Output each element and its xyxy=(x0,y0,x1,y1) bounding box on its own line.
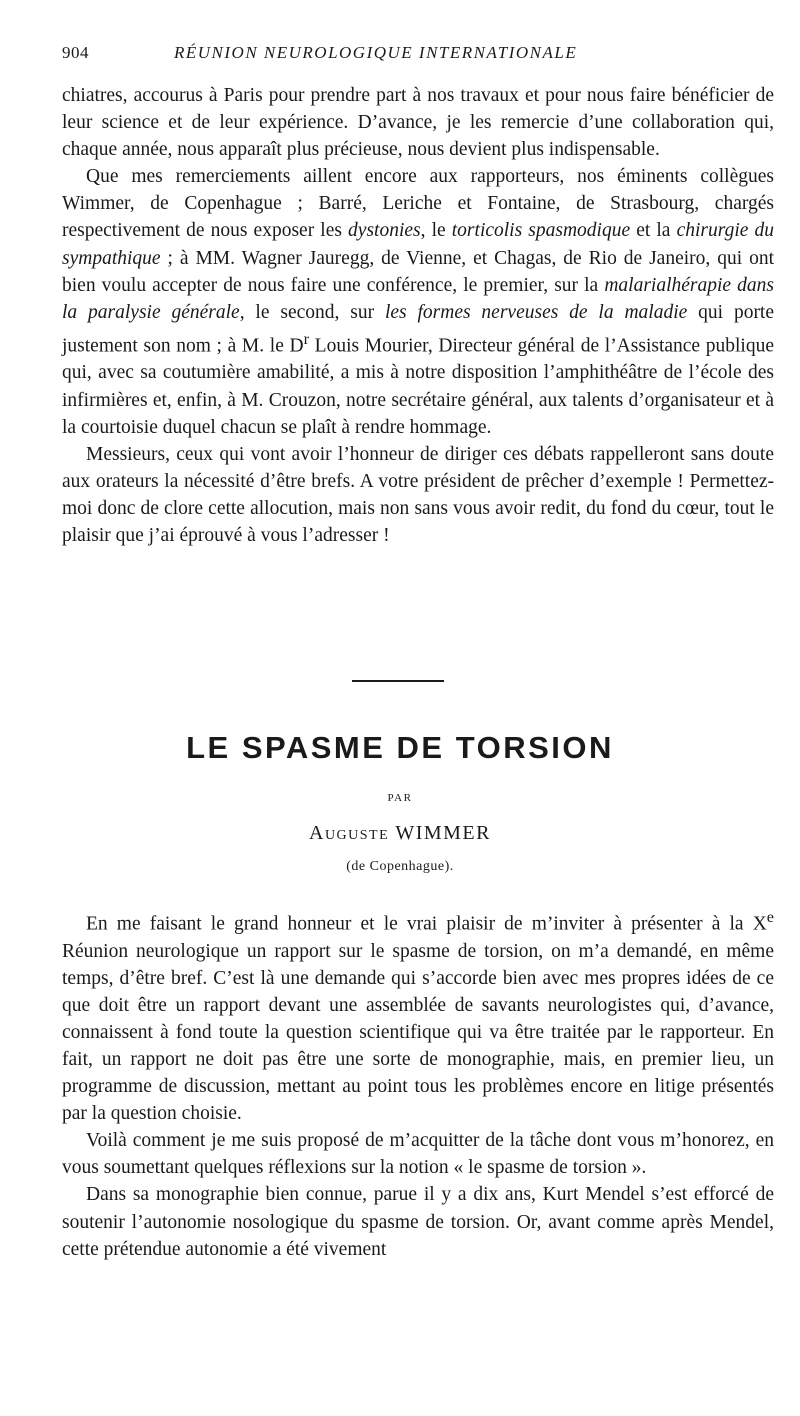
paragraph-purpose: Voilà comment je me suis proposé de m’acquitter de la tâche dont vous m’honorez, en vous soumettant quelques réflexions sur la notion « le spasme de torsion ». xyxy=(62,1130,774,1179)
text-run: Que mes remerciements aillent encore aux rapporteurs, nos éminents collègues Wimmer, de Copenhague ; Barré, Leriche et Fontaine, de Strasbourg, chargés respectivement de nous exposer les xyxy=(62,166,774,242)
text-block-article xyxy=(62,904,774,1263)
article-title: LE SPASME DE TORSION xyxy=(186,730,614,765)
byline: PAR xyxy=(387,792,413,804)
author-name xyxy=(0,822,800,845)
paragraph-mendel: Dans sa monographie bien connue, parue il y a dix ans, Kurt Mendel s’est efforcé de soutenir l’autonomie nosologique du spasme de torsion. Or, avant comme après Mendel, cette prétendue autonomie a été vivement xyxy=(62,1184,774,1260)
text-run: et la xyxy=(630,220,677,242)
author-last-name: WIMMER xyxy=(395,822,491,844)
text-block-top xyxy=(62,82,774,549)
author-first-name: Auguste xyxy=(309,822,390,844)
italic-term: dystonies xyxy=(348,220,421,242)
text-run: En me faisant le grand honneur et le vrai plaisir de m’inviter à présenter à la X xyxy=(86,913,767,935)
page-header xyxy=(62,43,774,73)
paragraph-closing: Messieurs, ceux qui vont avoir l’honneur de diriger ces débats rappelleront sans doute aux orateurs la nécessité d’être brefs. A votre président de prêcher d’exemple ! Permettez-moi donc de clore cette allocution, mais non sans vous avoir redit, du fond du cœur, tout le plaisir que j’ai éprouvé à vous l’adresser ! xyxy=(62,443,774,546)
italic-term: les formes nerveuses de la maladie xyxy=(384,301,688,323)
text-run: Louis Mourier, Directeur général de l’Assistance publique qui, avec sa coutumière amabilité, a mis à notre disposition l’amphithéâtre de l’école des infirmières et, enfin, à M. Crouzon, notre secrétaire général, aux talents d’organisateur et à la courtoisie duquel chacun se plaît à rendre hommage. xyxy=(62,335,774,438)
paragraph-continuation: chiatres, accourus à Paris pour prendre part à nos travaux et pour nous faire bénéficier de leur science et de leur expérience. D’avance, je les remercie d’une collaboration qui, chaque année, nous apparaît plus précieuse, nous devient plus indispensable. xyxy=(62,85,774,161)
italic-term: torticolis spasmodique xyxy=(451,220,631,242)
italic-term: malarialhérapie dans la paralysie générale xyxy=(62,274,774,323)
paragraph-acknowledgements xyxy=(62,163,774,440)
superscript: r xyxy=(303,329,310,348)
text-run: ; à MM. Wagner Jauregg, de Vienne, et Chagas, de Rio de Janeiro, qui ont bien voulu accepter de nous faire une conférence, le premier, sur la xyxy=(62,247,774,296)
text-run: , le xyxy=(420,220,452,242)
paragraph-intro xyxy=(62,904,774,1127)
text-run: , le second, sur xyxy=(239,301,385,323)
superscript: e xyxy=(766,908,774,926)
page-number: 904 xyxy=(62,43,89,62)
text-run: qui porte justement son nom ; à M. le D xyxy=(62,301,775,357)
section-divider xyxy=(352,680,444,682)
running-head: RÉUNION NEUROLOGIQUE INTERNATIONALE xyxy=(174,43,578,62)
text-run: Réunion neurologique un rapport sur le spasme de torsion, on m’a demandé, en même temps, d’être bref. C’est là une demande qui s’accorde bien avec mes propres idées de ce que doit être un rapport devant une assemblée de savants neurologistes qui, d’avance, connaissent à fond toute la question scientifique qui va être traitée par le rapporteur. En fait, un rapport ne doit pas être une sorte de monographie, mais, en premier lieu, un programme de discussion, mettant au point tous les problèmes encore en litige présentés par la question choisie. xyxy=(62,940,774,1125)
italic-term: chirurgie du sympathique xyxy=(62,220,775,269)
author-affiliation: (de Copenhague). xyxy=(346,859,454,874)
